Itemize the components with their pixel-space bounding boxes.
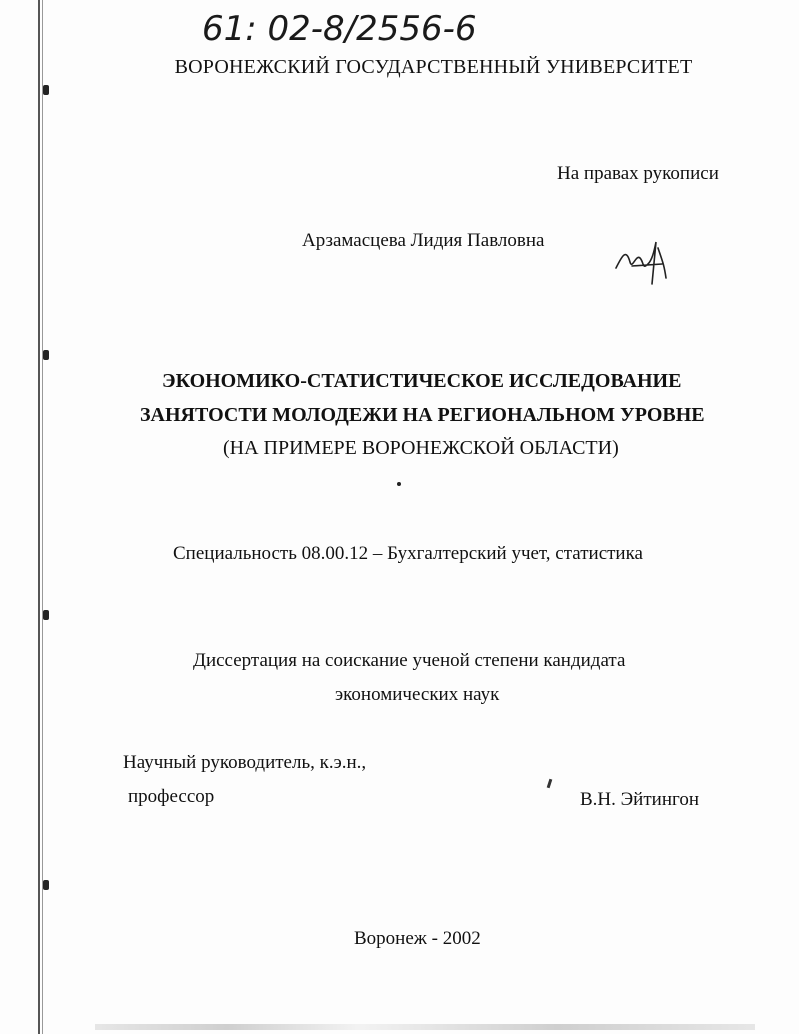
author-name: Арзамасцева Лидия Павловна <box>302 230 545 251</box>
binding-mark <box>43 880 49 890</box>
thesis-title-line-3: (НА ПРИМЕРЕ ВОРОНЕЖСКОЙ ОБЛАСТИ) <box>223 437 619 459</box>
dissertation-line-2: экономических наук <box>335 684 500 705</box>
binding-mark <box>43 85 49 95</box>
binding-mark <box>43 610 49 620</box>
binding-line <box>38 0 40 1034</box>
speck <box>547 779 553 788</box>
supervisor-name: В.Н. Эйтингон <box>580 789 699 810</box>
dissertation-line-1: Диссертация на соискание ученой степени кандидата <box>193 650 626 671</box>
university-name: ВОРОНЕЖСКИЙ ГОСУДАРСТВЕННЫЙ УНИВЕРСИТЕТ <box>174 56 693 78</box>
supervisor-role-line-1: Научный руководитель, к.э.н., <box>123 752 367 773</box>
supervisor-role-line-2: профессор <box>128 786 215 807</box>
author-signature <box>612 234 672 286</box>
manuscript-number-text: 61: 02-8/2556-6 <box>202 9 477 49</box>
speck <box>397 482 401 486</box>
rights-note: На правах рукописи <box>557 163 719 184</box>
binding-line-secondary <box>42 0 43 1034</box>
manuscript-number-handwritten <box>202 0 602 50</box>
thesis-title-line-2: ЗАНЯТОСТИ МОЛОДЕЖИ НА РЕГИОНАЛЬНОМ УРОВНЕ <box>140 404 705 426</box>
scan-binding-edge <box>28 0 54 1034</box>
specialty: Специальность 08.00.12 – Бухгалтерский учет, статистика <box>173 543 643 564</box>
city-year: Воронеж - 2002 <box>354 928 481 949</box>
thesis-title-line-1: ЭКОНОМИКО-СТАТИСТИЧЕСКОЕ ИССЛЕДОВАНИЕ <box>162 370 682 392</box>
binding-mark <box>43 350 49 360</box>
scan-bottom-edge <box>95 1024 755 1030</box>
